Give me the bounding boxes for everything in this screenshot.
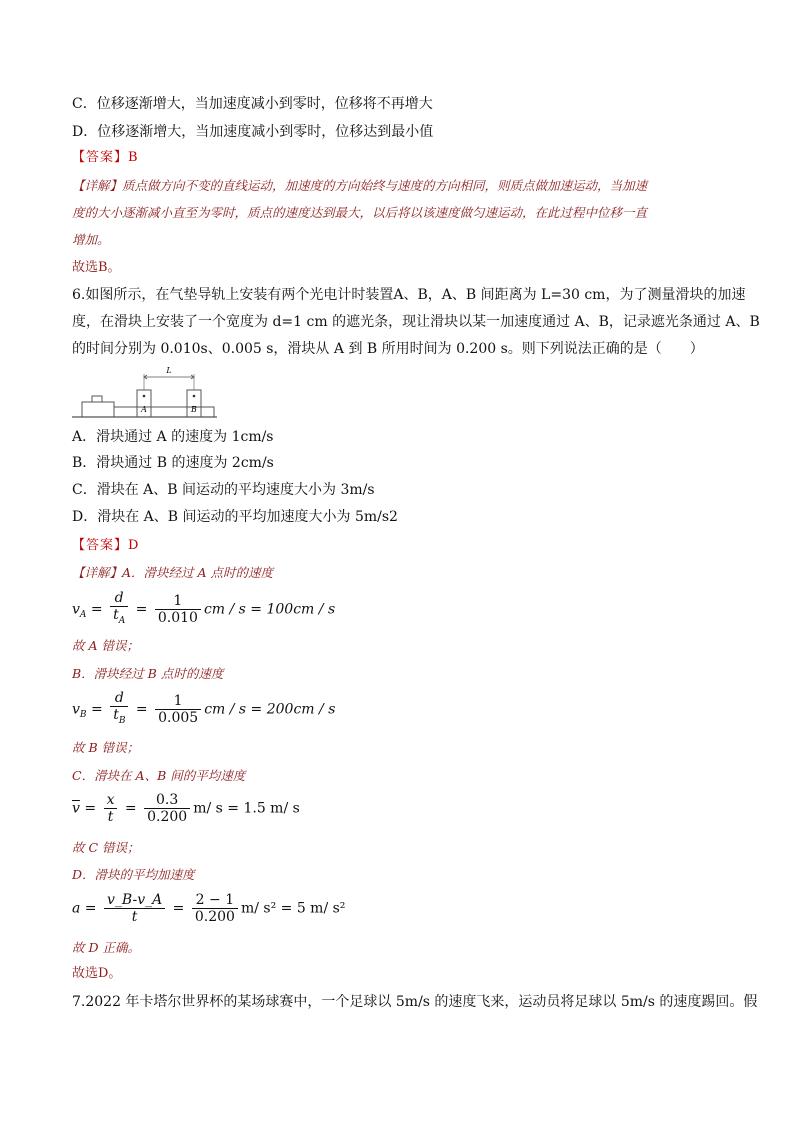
equation-c: $\overline{v}$ = $\frac{x}{t}$ = $\frac{0.3}{0.200}$ m/ s = 1.5 m/ s	[72, 792, 300, 825]
question-6-line-3: 的时间分别为 0.010s、0.005 s，滑块从 A 到 B 所用时间为 0.200 s。则下列说法正确的是（ ）	[72, 341, 704, 357]
explanation-5-line-3: 增加。	[72, 232, 110, 247]
label-A: A	[141, 405, 147, 414]
equation-a: $v_A$ = $\frac{d}{t_A}$ = $\frac{1}{0.010}$ cm / s = 100cm / s	[72, 590, 336, 626]
choose-5: 故选B。	[72, 260, 121, 275]
question-6-line-2: 度，在滑块上安装了一个宽度为 d=1 cm 的遮光条，现让滑块以某一加速度通过 A、B，记录遮光条通过 A、B	[72, 314, 760, 330]
wrong-b: 故 B 错误；	[72, 740, 140, 755]
air-track-figure	[72, 362, 222, 422]
equation-d: a = $\frac{v\_B-v\_A}{t}$ = $\frac{2 - 1}{0.200}$ m/ s² = 5 m/ s²	[72, 892, 346, 925]
explanation-5-line-2: 度的大小逐渐减小直至为零时，质点的速度达到最大，以后将以该速度做匀速运动，在此过程中位移一直	[72, 205, 648, 220]
label-B: B	[191, 405, 197, 414]
option-6d: D．滑块在 A、B 间运动的平均加速度大小为 5m/s2	[72, 509, 398, 525]
choose-6: 故选D。	[72, 966, 122, 981]
explanation-6a: 【详解】A．滑块经过 A 点时的速度	[72, 565, 274, 580]
explanation-6d: D．滑块的平均加速度	[72, 867, 195, 882]
option-6b: B．滑块通过 B 的速度为 2cm/s	[72, 455, 274, 471]
answer-5: 【答案】B	[72, 150, 139, 165]
option-d-line: D．位移逐渐增大，当加速度减小到零时，位移达到最小值	[72, 124, 434, 140]
option-c-line: C．位移逐渐增大，当加速度减小到零时，位移将不再增大	[72, 96, 433, 112]
option-6a: A．滑块通过 A 的速度为 1cm/s	[72, 429, 274, 445]
wrong-c: 故 C 错误；	[72, 840, 140, 855]
question-7-line-1: 7.2022 年卡塔尔世界杯的某场球赛中，一个足球以 5m/s 的速度飞来，运动员将足球以 5m/s 的速度踢回。假	[72, 994, 758, 1010]
wrong-a: 故 A 错误；	[72, 638, 139, 653]
label-L: L	[166, 366, 172, 375]
option-6c: C．滑块在 A、B 间运动的平均速度大小为 3m/s	[72, 482, 375, 498]
answer-6: 【答案】D	[72, 538, 140, 553]
right-d: 故 D 正确。	[72, 940, 140, 955]
equation-b: $v_B$ = $\frac{d}{t_B}$ = $\frac{1}{0.005}$ cm / s = 200cm / s	[72, 690, 336, 726]
explanation-6c: C．滑块在 A、B 间的平均速度	[72, 768, 246, 783]
question-6-line-1: 6.如图所示，在气垫导轨上安装有两个光电计时装置A、B，A、B 间距离为 L=30 cm，为了测量滑块的加速	[72, 287, 746, 303]
explanation-5-line-1: 【详解】质点做方向不变的直线运动，加速度的方向始终与速度的方向相同，则质点做加速运动，当加速	[72, 178, 648, 193]
explanation-6b: B．滑块经过 B 点时的速度	[72, 666, 224, 681]
